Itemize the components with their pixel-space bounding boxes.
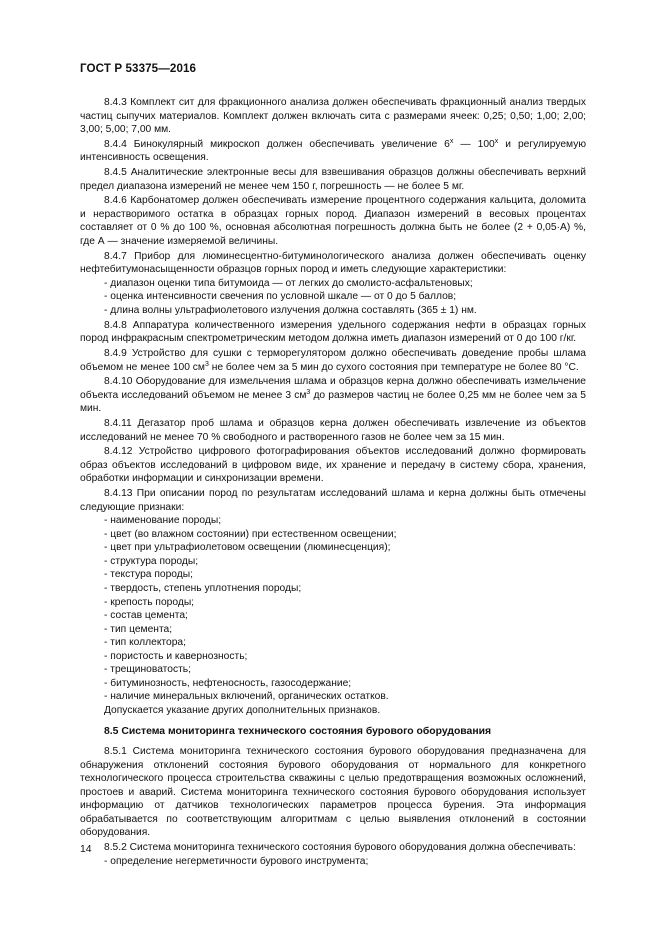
list-item: - текстура породы; — [104, 568, 586, 582]
list-item: - трещиноватость; — [104, 663, 586, 677]
paragraph-8-4-4: 8.4.4 Бинокулярный микроскоп должен обеспечивать увеличение $6^х$ — $100^х$ и регулируемую интенсивность освещения. — [80, 137, 587, 164]
paragraph-8-4-5: 8.4.5 Аналитические электронные весы для взвешивания образцов должны обеспечивать верхний предел диапазона измерений не менее чем 150 г, погрешность — не более 5 мг. — [80, 167, 586, 192]
list-item: - состав цемента; — [104, 609, 586, 623]
list-item: - пористость и кавернозность; — [104, 650, 586, 664]
list-item: - наличие минеральных включений, органических остатков. — [104, 690, 586, 704]
list-item: - тип цемента; — [104, 623, 586, 637]
list-item: - крепость породы; — [104, 596, 586, 610]
list-item: - битуминозность, нефтеносность, газосодержание; — [104, 677, 586, 691]
document-body — [80, 96, 586, 868]
list-8-5-2 — [80, 855, 586, 869]
paragraph-8-4-9: 8.4.9 Устройство для сушки с терморегулятором должно обеспечивать доведение пробы шлама объемом не менее 100 $см^3$ не более чем за 5 мин до сухого состояния при температуре не более 80 °С. — [80, 347, 586, 373]
list-item: - твердость, степень уплотнения породы; — [104, 582, 586, 596]
paragraph-8-4-7: 8.4.7 Прибор для люминесцентно-битуминологического анализа должен обеспечивать оценку нефтебитумонасыщенности образцов горных пород и иметь следующие характеристики: — [80, 250, 586, 276]
list-item: - тип коллектора; — [104, 636, 586, 650]
list-item: - оценка интенсивности свечения по условной шкале — от 0 до 5 баллов; — [104, 290, 586, 304]
section-8-5-title: 8.5 Система мониторинга технического состояния бурового оборудования — [104, 726, 492, 738]
document-header: ГОСТ Р 53375—2016 — [80, 62, 197, 75]
paragraph-8-4-6: 8.4.6 Карбонатомер должен обеспечивать измерение процентного содержания кальцита, доломита и нерастворимого остатка в образцах горных пород. Диапазон измерений в весовых процентах составляет от 0 % до 100 %, основная абсолютная погрешность должна быть не более (2 + 0,05·А) %, где А — значение измеряемой величины. — [80, 195, 586, 248]
list-item: - диапазон оценки типа битумоида — от легких до смолисто-асфальтеновых; — [104, 277, 586, 291]
list-item: - структура породы; — [104, 555, 586, 569]
paragraph-8-5-1: 8.5.1 Система мониторинга технического состояния бурового оборудования предназначена для обнаружения отклонений состояния бурового оборудования от нормального для конкретного технологического процесса строительства скважины с целью предотвращения возможных осложнений, простоев и аварий. Система мониторинга технического состояния бурового оборудования использует информацию от датчиков технологических параметров процесса бурения. Эта информация обрабатывается по соответствующим алгоритмам с целью выявления отклонений в состоянии оборудования. — [80, 746, 586, 839]
list-item: - наименование породы; — [104, 514, 586, 528]
paragraph-8-4-10: 8.4.10 Оборудование для измельчения шлама и образцов керна должно обеспечивать измельчение объекта исследований объемом не менее 3 $см^3$ до размеров частиц не более 0,25 мм не более чем за 5 мин. — [80, 376, 586, 415]
list-item: - длина волны ультрафиолетового излучения должна составлять (365 ± 1) нм. — [104, 304, 586, 318]
list-8-4-13 — [80, 514, 586, 704]
page-number: 14 — [80, 844, 92, 855]
paragraph-8-4-8: 8.4.8 Аппаратура количественного измерения удельного содержания нефти в образцах горных пород инфракрасным спектрометрическим методом должна иметь диапазон измерений от 0 до 100 г/кг. — [80, 319, 586, 345]
paragraph-8-4-12: 8.4.12 Устройство цифрового фотографирования объектов исследований должно формировать образ объектов исследований в цифровом виде, их хранение и передачу в систему сбора, хранения, обработки информации и синхронизации времени. — [80, 446, 586, 485]
list-item: - цвет при ультрафиолетовом освещении (люминесценция); — [104, 541, 586, 555]
paragraph-8-4-13-tail: Допускается указание других дополнительных признаков. — [104, 704, 381, 716]
list-item: - цвет (во влажном состоянии) при естественном освещении; — [104, 528, 586, 542]
paragraph-8-4-3: 8.4.3 Комплект сит для фракционного анализа должен обеспечивать фракционный анализ твердых частиц сыпучих материалов. Комплект должен включать сита с размерами ячеек: 0,25; 0,50; 1,00; 2,00; 3,00; 5,00; 7,00 мм. — [80, 97, 586, 136]
list-item: - определение негерметичности бурового инструмента; — [104, 855, 586, 869]
paragraph-8-4-13: 8.4.13 При описании пород по результатам исследований шлама и керна должны быть отмечены следующие признаки: — [80, 488, 586, 513]
list-8-4-7 — [80, 277, 586, 318]
paragraph-8-4-11: 8.4.11 Дегазатор проб шлама и образцов керна должен обеспечивать извлечение из объектов исследований не менее 70 % свободного и растворенного газов не более чем за 15 мин. — [80, 418, 586, 443]
paragraph-8-5-2: 8.5.2 Система мониторинга технического состояния бурового оборудования должна обеспечивать: — [104, 842, 576, 854]
